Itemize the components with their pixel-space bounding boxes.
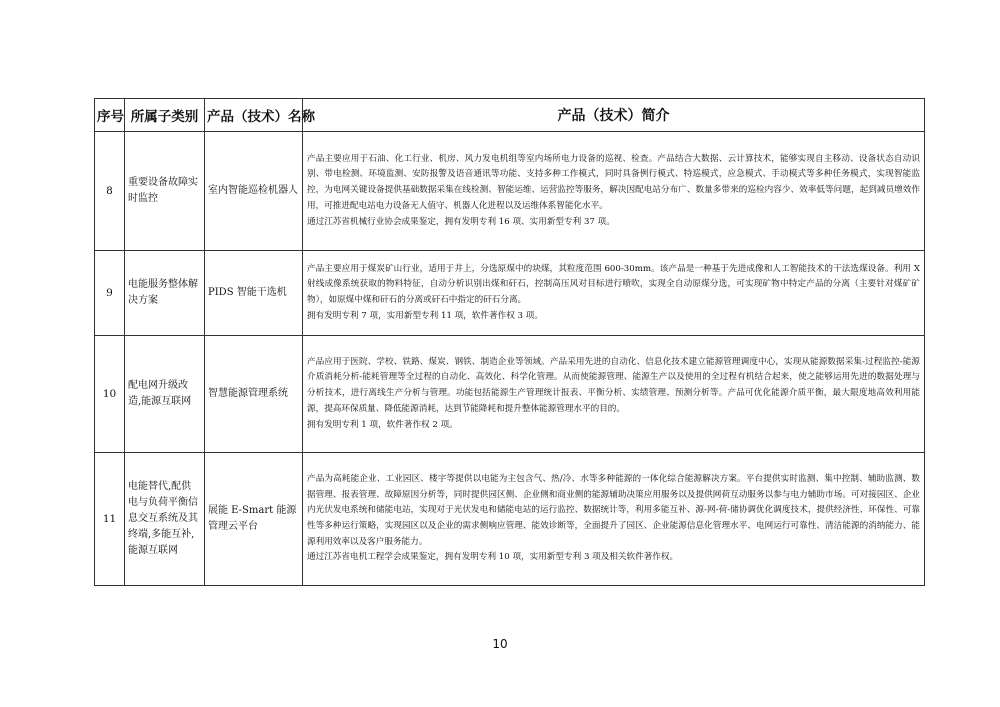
row-product-name: PIDS 智能干选机 [205, 251, 303, 336]
product-table [94, 98, 925, 586]
row-certification: 拥有发明专利 1 项，软件著作权 2 项。 [307, 419, 458, 430]
table-row [95, 453, 925, 586]
row-description-cell [303, 336, 925, 453]
row-category: 配电网升级改造,能源互联网 [125, 336, 205, 453]
row-certification: 通过江苏省电机工程学会成果鉴定，拥有发明专利 10 项，实用新型专利 3 项及相关软件著作权。 [307, 552, 679, 563]
row-description-cell [303, 132, 925, 251]
row-certification: 拥有发明专利 7 项，实用新型专利 11 项，软件著作权 3 项。 [307, 310, 543, 321]
row-category: 电能替代,配供电与负荷平衡信息交互系统及其终端,多能互补,能源互联网 [125, 453, 205, 586]
row-category: 重要设备故障实时监控 [125, 132, 205, 251]
page-number: 10 [492, 637, 508, 651]
table-row [95, 251, 925, 336]
table-row [95, 132, 925, 251]
header-summary: 产品（技术）简介 [303, 99, 925, 132]
row-number: 11 [95, 453, 125, 586]
row-description: 产品主要应用于煤炭矿山行业，适用于井上，分选原煤中的块煤，其粒度范围 600-30mm。该产品是一种基于先进成像和人工智能技术的干法选煤设备。利用 X 射线成像系统获取的物料特征，自动分析识别出煤和矸石，控制高压风对目标进行喷吹，实现全自动原煤分选，可实现矿物中特定产品的分离（主要针对煤矿矿物），如原煤中煤和矸石的分离或矸石中指定的矸石分离。 [307, 263, 920, 305]
row-category: 电能服务整体解决方案 [125, 251, 205, 336]
row-product-name: 智慧能源管理系统 [205, 336, 303, 453]
table-header-row [95, 99, 925, 132]
row-description: 产品主要应用于石油、化工行业、机房、风力发电机组等室内场所电力设备的巡视、检查。产品结合大数据、云计算技术，能够实现自主移动、设备状态自动识别、带电检测、环境监测、安防报警及语音通讯等功能、支持多种工作模式，同时具备例行模式、特巡模式，应急模式、手动模式等多种任务模式，实现智能监控，为电网关键设备提供基础数据采集在线检测、智能运维、运营监控等服务，解决因配电站分布广、数量多带来的巡检内容少、效率低等问题，起到减员增效作用，可推进配电站电力设备无人值守、机器人化进程以及运维体系智能化水平。 [307, 153, 920, 211]
header-category: 所属子类别 [125, 99, 205, 132]
header-name: 产品（技术）名称 [205, 99, 303, 132]
row-description: 产品应用于医院、学校、铁路、煤炭、钢铁、制造企业等领域。产品采用先进的自动化、信息化技术建立能源管理调度中心，实现从能源数据采集-过程监控-能源介质消耗分析-能耗管理等全过程的自动化、高效化、科学化管理。从而使能源管理、能源生产以及使用的全过程有机结合起来，使之能够运用先进的数据处理与分析技术，进行离线生产分析与管理。功能包括能源生产管理统计报表、平衡分析、实绩管理、预测分析等。产品可优化能源介质平衡，最大限度地高效利用能源，提高环保质量、降低能源消耗，达到节能降耗和提升整体能源管理水平的目的。 [307, 356, 920, 414]
header-no: 序号 [95, 99, 125, 132]
row-number: 8 [95, 132, 125, 251]
table-row [95, 336, 925, 453]
row-description: 产品为高耗能企业、工业园区、楼宇等提供以电能为主包含气、热/冷、水等多种能源的一体化综合能源解决方案。平台提供实时监测、集中控制、辅助监测、数据管理、报表管理、故障原因分析等，同时提供园区侧、企业侧和商业侧的能源辅助决策应用服务以及提供网荷互动服务以参与电力辅助市场。可对接园区、企业内光伏发电系统和储能电站，实现对于光伏发电和储能电站的运行监控、数据统计等，利用多能互补、源-网-荷-储协调优化调度技术，提供经济性、环保性、可靠性等多种运行策略，实现园区以及企业的需求侧响应管理、能效诊断等，全面提升了园区、企业能源信息化管理水平、电网运行可靠性、清洁能源的消纳能力、能源利用效率以及客户服务能力。 [307, 473, 920, 547]
row-number: 9 [95, 251, 125, 336]
row-certification: 通过江苏省机械行业协会成果鉴定，拥有发明专利 16 项、实用新型专利 37 项。 [307, 216, 615, 227]
row-product-name: 室内智能巡检机器人 [205, 132, 303, 251]
row-number: 10 [95, 336, 125, 453]
row-product-name: 展能 E-Smart 能源管理云平台 [205, 453, 303, 586]
row-description-cell [303, 453, 925, 586]
row-description-cell [303, 251, 925, 336]
